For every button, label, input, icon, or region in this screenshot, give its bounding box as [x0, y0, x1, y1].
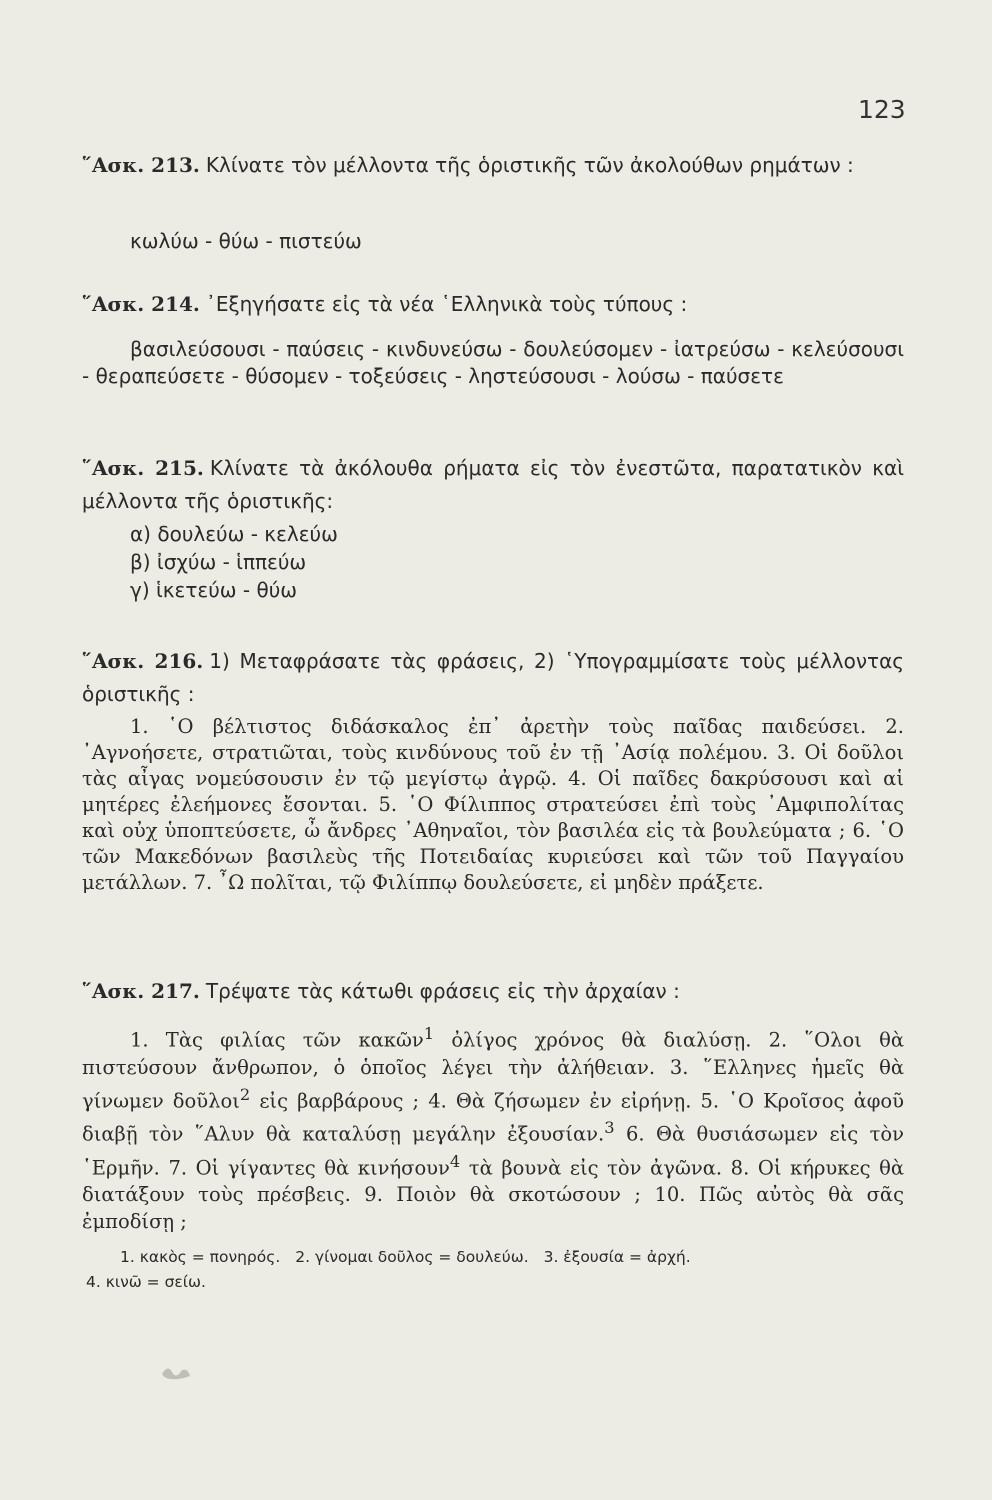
exercise-213-verbs — [130, 227, 362, 255]
exercise-214-forms: βασιλεύσουσι - παύσεις - κινδυνεύσω - δουλεύσομεν - ἰατρεύσω - κελεύσουσι - θεραπεύσετε - θύσομεν - τοξεύσεις - ληστεύσουσι - λούσω - παύσετε — [82, 337, 904, 388]
footnote-ref: 3 — [604, 1118, 615, 1137]
exercise-217-label: ῞Ασκ. 217. — [82, 979, 200, 1003]
exercise-215-heading — [82, 452, 904, 518]
footnote-3: 3. ἐξουσία = ἀρχή. — [543, 1248, 691, 1266]
footnote-4: 4. κινῶ = σείω. — [86, 1273, 206, 1291]
exercise-213-instruction: Κλίνατε τὸν μέλλοντα τῆς ὁριστικῆς τῶν ἀκολούθων ρημάτων : — [205, 153, 854, 177]
exercise-215-items — [130, 520, 338, 604]
exercise-214-instruction: ᾽Εξηγήσατε εἰς τὰ νέα ῾Ελληνικὰ τοὺς τύπους : — [205, 292, 688, 316]
exercise-214-label: ῞Ασκ. 214. — [82, 292, 200, 316]
sentence-text: 1. Τὰς φιλίας τῶν κακῶν — [130, 1028, 424, 1052]
footnotes — [86, 1245, 902, 1295]
exercise-213-heading — [82, 149, 904, 182]
ink-smudge-icon — [160, 1360, 192, 1382]
footnote-2: 2. γίνομαι δοῦλος = δουλεύω. — [295, 1248, 529, 1266]
sentence-text: τὰ βουνὰ εἰς τὸν ἀγῶνα. 8. Οἱ κήρυκες θὰ διατάξουν τοὺς πρέσβεις. 9. Ποιὸν θὰ σκοτώσουν ; 10. Πῶς αὐτὸς θὰ σᾶς ἐμποδίσῃ ; — [82, 1156, 904, 1233]
exercise-215-instruction: Κλίνατε τὰ ἀκόλουθα ρήματα εἰς τὸν ἐνεστῶτα, παρατατικὸν καὶ μέλλοντα τῆς ὁριστικῆς: — [82, 456, 905, 513]
sentence-text: 6. Θὰ θυσιάσωμεν εἰς τὸν ῾Ερμῆν. 7. Οἱ γίγαντες θὰ κινήσουν — [82, 1122, 904, 1179]
exercise-213-label: ῞Ασκ. 213. — [82, 153, 200, 177]
exercise-217-sentences — [82, 1020, 904, 1235]
footnote-ref: 4 — [449, 1151, 461, 1171]
footnote-ref: 1 — [423, 1024, 435, 1043]
exercise-217-heading — [82, 975, 904, 1008]
list-item: α) δουλεύω - κελεύω — [130, 522, 338, 546]
verb-list: κωλύω - θύω - πιστεύω — [130, 229, 362, 253]
exercise-215-label: ῞Ασκ. 215. — [82, 456, 204, 480]
list-item: γ) ἱκετεύω - θύω — [130, 578, 298, 602]
exercise-217-instruction: Τρέψατε τὰς κάτωθι φράσεις εἰς τὴν ἀρχαίαν : — [205, 979, 680, 1003]
exercise-216-sentences: 1. ῾Ο βέλτιστος διδάσκαλος ἐπ᾽ ἀρετὴν τοὺς παῖδας παιδεύσει. 2. ᾽Αγνοήσετε, στρατιῶται, τοὺς κινδύνους τοῦ ἐν τῇ ᾽Ασίᾳ πολέμου. 3. Οἱ δοῦλοι τὰς αἶγας νομεύσουσιν ἐν τῷ μεγίστῳ ἀγρῷ. 4. Οἱ παῖδες δακρύσουσι καὶ αἱ μητέρες ἐλεήμονες ἔσονται. 5. ῾Ο Φίλιππος στρατεύσει ἐπὶ τοὺς ᾽Αμφιπολίτας καὶ οὐχ ὑποπτεύσετε, ὦ ἄνδρες ᾽Αθηναῖοι, τὸν βασιλέα εἰς τὰ βουλεύματα ; 6. ῾Ο τῶν Μακεδόνων βασιλεὺς τῆς Ποτειδαίας κυριεύσει καὶ τῶν τοῦ Παγγαίου μετάλλων. 7. ῏Ω πολῖται, τῷ Φιλίππῳ δουλεύσετε, εἰ μηδὲν πράξετε. — [82, 715, 904, 894]
footnote-ref: 2 — [239, 1084, 251, 1104]
exercise-216-instruction: 1) Μεταφράσατε τὰς φράσεις, 2) ῾Υπογραμμίσατε τοὺς μέλλοντας ὁριστικῆς : — [82, 649, 905, 706]
list-item: β) ἰσχύω - ἱππεύω — [130, 550, 307, 574]
sentence-text: ὀλίγος χρόνος θὰ διαλύσῃ. 2. ῞Ολοι θὰ πιστεύσουν ἄνθρωπον, ὁ ὁποῖος λέγει τὴν ἀλήθειαν. 3. ῞Ελληνες ἡμεῖς θὰ γίνωμεν δοῦλοι — [82, 1028, 904, 1112]
exercise-216-heading — [82, 645, 904, 711]
exercise-216-label: ῞Ασκ. 216. — [82, 649, 204, 673]
page-number: 123 — [858, 95, 906, 124]
footnote-1: 1. κακὸς = πονηρός. — [120, 1248, 281, 1266]
exercise-214-heading — [82, 288, 904, 321]
sentence-text: εἰς βαρβάρους ; 4. Θὰ ζήσωμεν ἐν εἰρήνῃ. 5. ῾Ο Κροῖσος ἀφοῦ διαβῇ τὸν ῞Αλυν θὰ καταλύσῃ μεγάλην ἐξουσίαν. — [82, 1089, 904, 1146]
